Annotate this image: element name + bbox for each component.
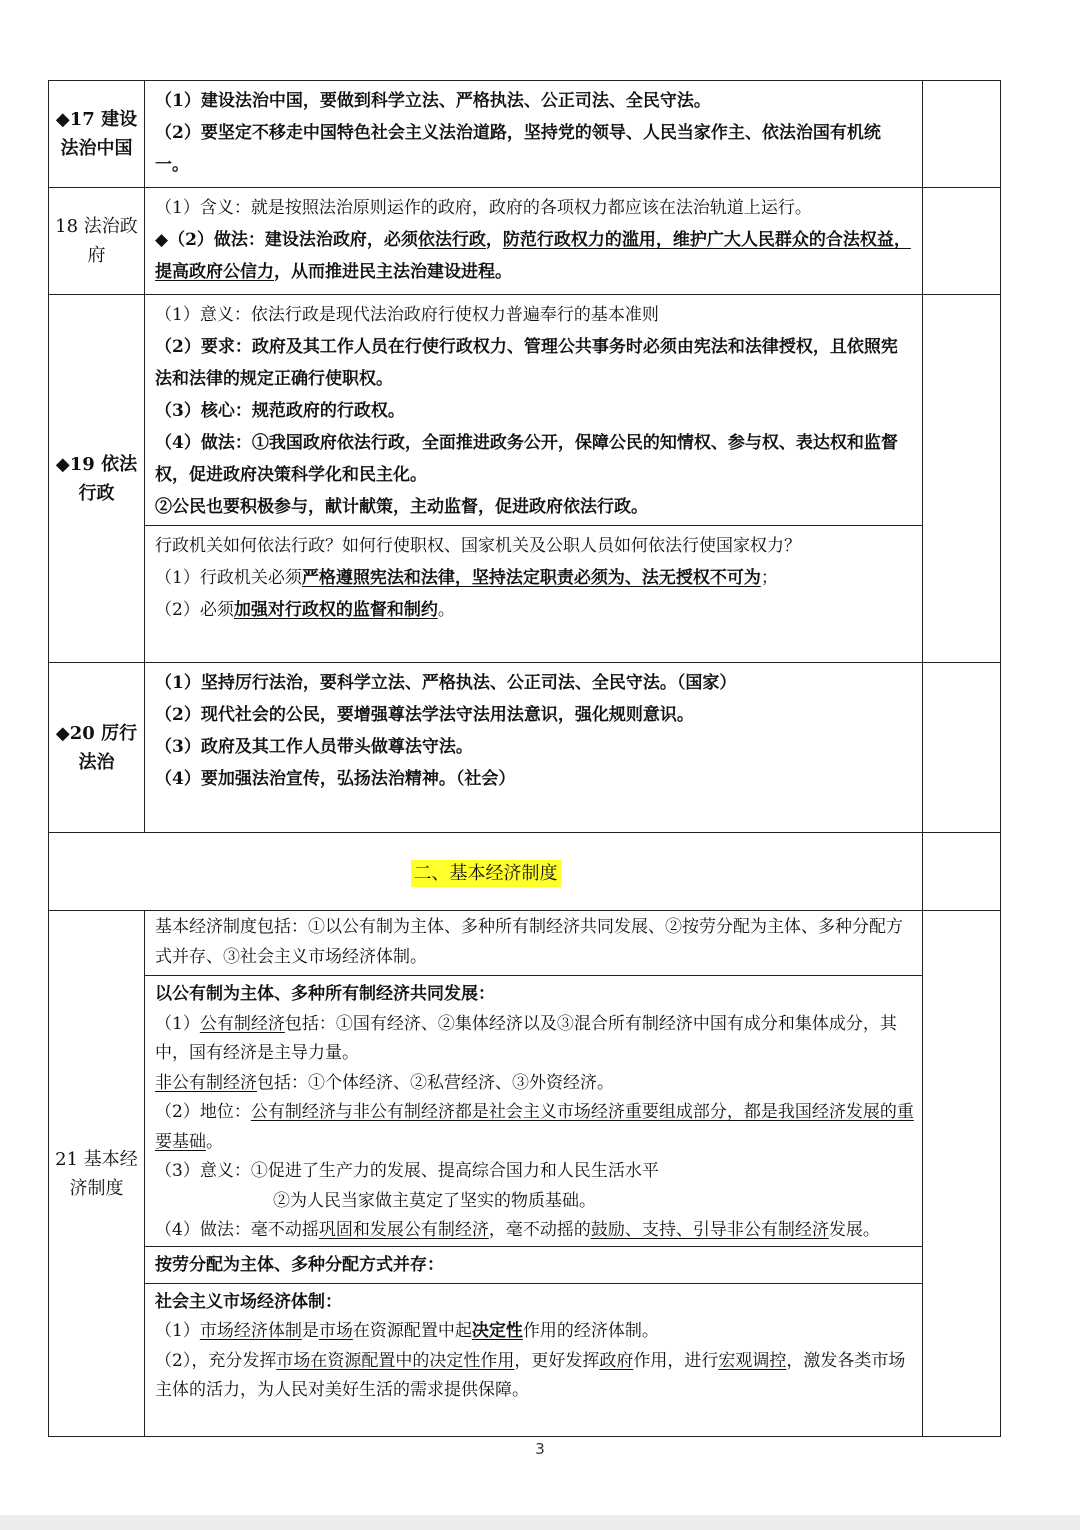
topic-19: ◆19 依法行政: [49, 295, 145, 663]
line: （1）公有制经济包括：①国有经济、②集体经济以及③混合所有制经济中国有成分和集体成分，其中，国有经济是主导力量。: [155, 1013, 897, 1063]
content-18: [145, 188, 923, 295]
side-cell: [923, 663, 1001, 833]
heading: 按劳分配为主体、多种分配方式并存：: [155, 1254, 444, 1275]
intro: 基本经济制度包括：①以公有制为主体、多种所有制经济共同发展、②按劳分配为主体、多种分配方式并存、③社会主义市场经济体制。: [155, 917, 903, 967]
content-19: [145, 295, 923, 663]
section-row: [49, 833, 1001, 911]
content-20: [145, 663, 923, 833]
line: ◆（2）做法：建设法治政府，必须依法行政，防范行政权力的滥用，维护广大人民群众的合法权益，提高政府公信力，从而推进民主法治建设进程。: [155, 230, 911, 282]
line: （4）要加强法治宣传，弘扬法治精神。（社会）: [155, 769, 516, 789]
line: （2），充分发挥市场在资源配置中的决定性作用，更好发挥政府作用，进行宏观调控，激发各类市场主体的活力，为人民对美好生活的需求提供保障。: [155, 1350, 906, 1400]
line: （4）做法：①我国政府依法行政，全面推进政务公开，保障公民的知情权、参与权、表达权和监督权，促进政府决策科学化和民主化。: [155, 433, 898, 485]
heading: 社会主义市场经济体制：: [155, 1291, 342, 1312]
line: （1）市场经济体制是市场在资源配置中起决定性作用的经济体制。: [155, 1321, 659, 1341]
answer: （1）行政机关必须严格遵照宪法和法律，坚持法定职责必须为、法无授权不可为；: [155, 568, 778, 588]
table-row-19: [49, 295, 1001, 663]
line: （2）现代社会的公民，要增强尊法学法守法用法意识，强化规则意识。: [155, 705, 694, 725]
line: （3）核心：规范政府的行政权。: [155, 401, 405, 421]
line: ②为人民当家做主莫定了坚实的物质基础。: [273, 1190, 596, 1211]
topic-18: 18 法治政府: [49, 188, 145, 295]
line: （1）意义：依法行政是现代法治政府行使权力普遍奉行的基本准则: [155, 305, 659, 325]
line: （2）要坚定不移走中国特色社会主义法治道路，坚持党的领导、人民当家作主、依法治国有机统一。: [155, 123, 881, 175]
section-title: 二、基本经济制度: [411, 860, 561, 887]
distribution-block: [145, 1246, 922, 1283]
topic-21: 21 基本经济制度: [49, 911, 145, 1437]
scan-edge: [0, 1515, 1080, 1530]
side-cell: [923, 81, 1001, 188]
qa-block: [145, 525, 922, 656]
line: （3）意义：①促进了生产力的发展、提高综合国力和人民生活水平: [155, 1161, 659, 1181]
topic-20: ◆20 厉行法治: [49, 663, 145, 833]
side-cell: [923, 833, 1001, 911]
line: （1）含义：就是按照法治原则运作的政府，政府的各项权力都应该在法治轨道上运行。: [155, 198, 812, 218]
answer: （2）必须加强对行政权的监督和制约。: [155, 600, 455, 620]
table-row-18: [49, 188, 1001, 295]
side-cell: [923, 295, 1001, 663]
content-21: [145, 911, 923, 1437]
line: （1）建设法治中国，要做到科学立法、严格执法、公正司法、全民守法。: [155, 91, 711, 111]
ownership-block: [145, 975, 922, 1246]
side-cell: [923, 911, 1001, 1437]
line: 非公有制经济包括：①个体经济、②私营经济、③外资经济。: [155, 1072, 614, 1093]
topic-17: ◆17 建设法治中国: [49, 81, 145, 188]
section-title-cell: [49, 833, 923, 911]
page-number: 3: [535, 1440, 545, 1458]
table-row-21: [49, 911, 1001, 1437]
line: （2）地位：公有制经济与非公有制经济都是社会主义市场经济重要组成部分，都是我国经济发展的重要基础。: [155, 1102, 914, 1152]
line: （3）政府及其工作人员带头做尊法守法。: [155, 737, 473, 757]
line: （4）做法：毫不动摇巩固和发展公有制经济，毫不动摇的鼓励、支持、引导非公有制经济发展。: [155, 1220, 880, 1240]
table-row-17: [49, 81, 1001, 188]
market-block: [145, 1283, 922, 1406]
line: （1）坚持厉行法治，要科学立法、严格执法、公正司法、全民守法。（国家）: [155, 673, 737, 693]
notes-table: [48, 80, 1001, 1437]
content-17: [145, 81, 923, 188]
side-cell: [923, 188, 1001, 295]
line: （2）要求：政府及其工作人员在行使行政权力、管理公共事务时必须由宪法和法律授权，且依照宪法和法律的规定正确行使职权。: [155, 337, 898, 389]
heading: 以公有制为主体、多种所有制经济共同发展：: [155, 984, 495, 1004]
line: ②公民也要积极参与，献计献策，主动监督，促进政府依法行政。: [155, 497, 648, 517]
table-row-20: [49, 663, 1001, 833]
question: 行政机关如何依法行政？如何行使职权、国家机关及公职人员如何依法行使国家权力？: [155, 536, 801, 556]
